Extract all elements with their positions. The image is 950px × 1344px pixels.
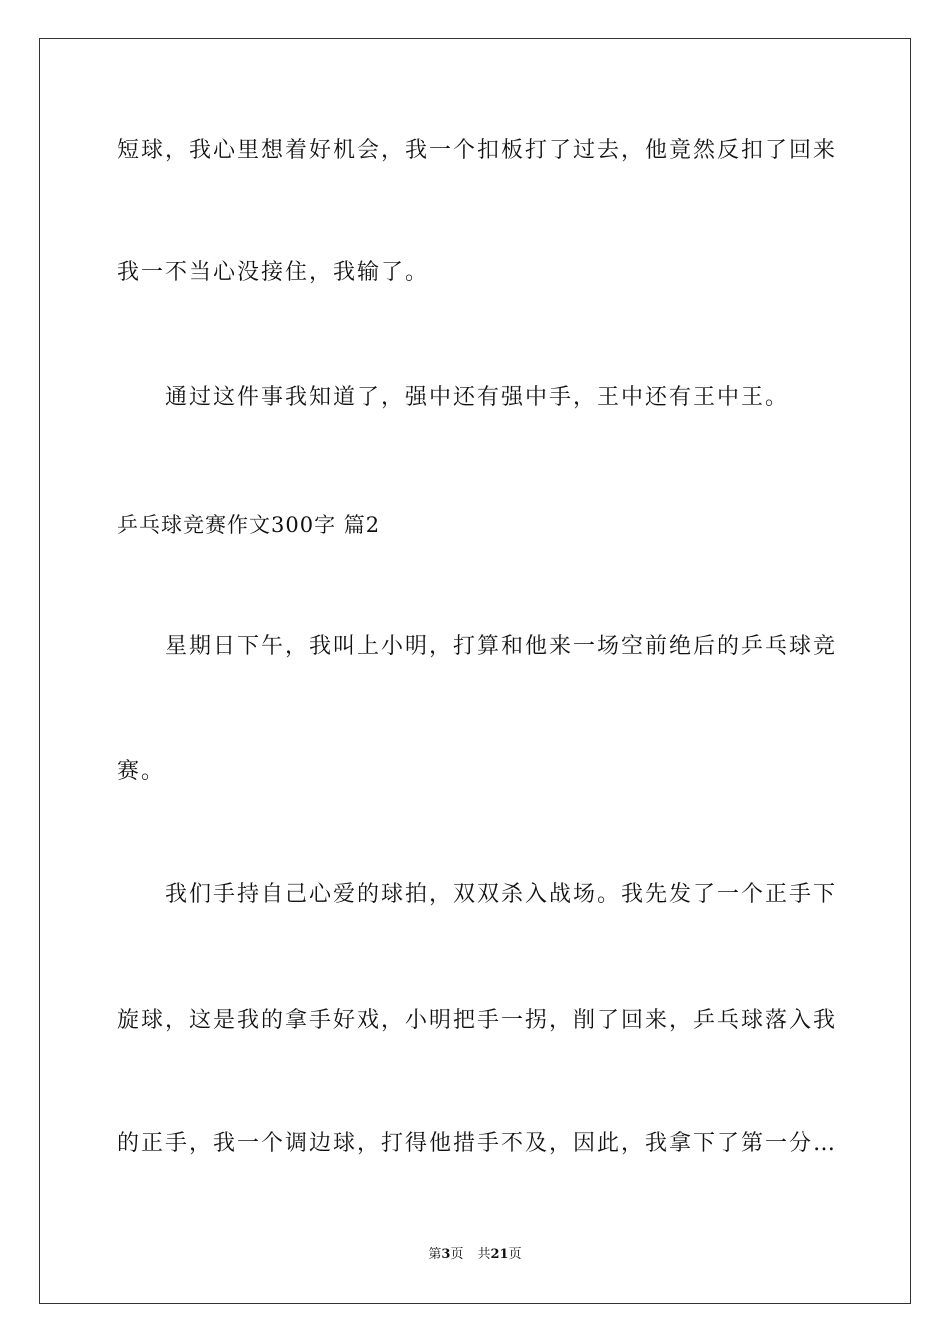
footer-page-suffix: 页 (450, 1247, 464, 1262)
section-heading: 乒乓球竞赛作文300字 篇2 (117, 513, 381, 537)
paragraph-line-8: 旋球，这是我的拿手好戏，小明把手一拐，削了回来，乒乓球落入我 (117, 1008, 838, 1033)
footer-total-suffix: 页 (508, 1247, 522, 1262)
footer-page-number: 3 (441, 1247, 451, 1262)
footer-total-pages: 21 (490, 1247, 509, 1262)
footer-total-prefix: 共 (477, 1247, 491, 1262)
paragraph-line-9: 的正手，我一个调边球，打得他措手不及，因此，我拿下了第一分… (117, 1131, 838, 1156)
paragraph-line-5: 星期日下午，我叫上小明，打算和他来一场空前绝后的乒乓球竞 (165, 634, 838, 659)
paragraph-line-2: 我一不当心没接住，我输了。 (117, 260, 430, 285)
paragraph-line-6: 赛。 (117, 759, 166, 784)
paragraph-line-1: 短球，我心里想着好机会，我一个扣板打了过去，他竟然反扣了回来 (117, 138, 838, 163)
page-frame (39, 38, 911, 1304)
page-footer (0, 1246, 950, 1264)
footer-page-prefix: 第 (428, 1247, 442, 1262)
paragraph-line-7: 我们手持自己心爱的球拍，双双杀入战场。我先发了一个正手下 (165, 882, 838, 907)
paragraph-line-3: 通过这件事我知道了，强中还有强中手，王中还有王中王。 (165, 385, 790, 410)
